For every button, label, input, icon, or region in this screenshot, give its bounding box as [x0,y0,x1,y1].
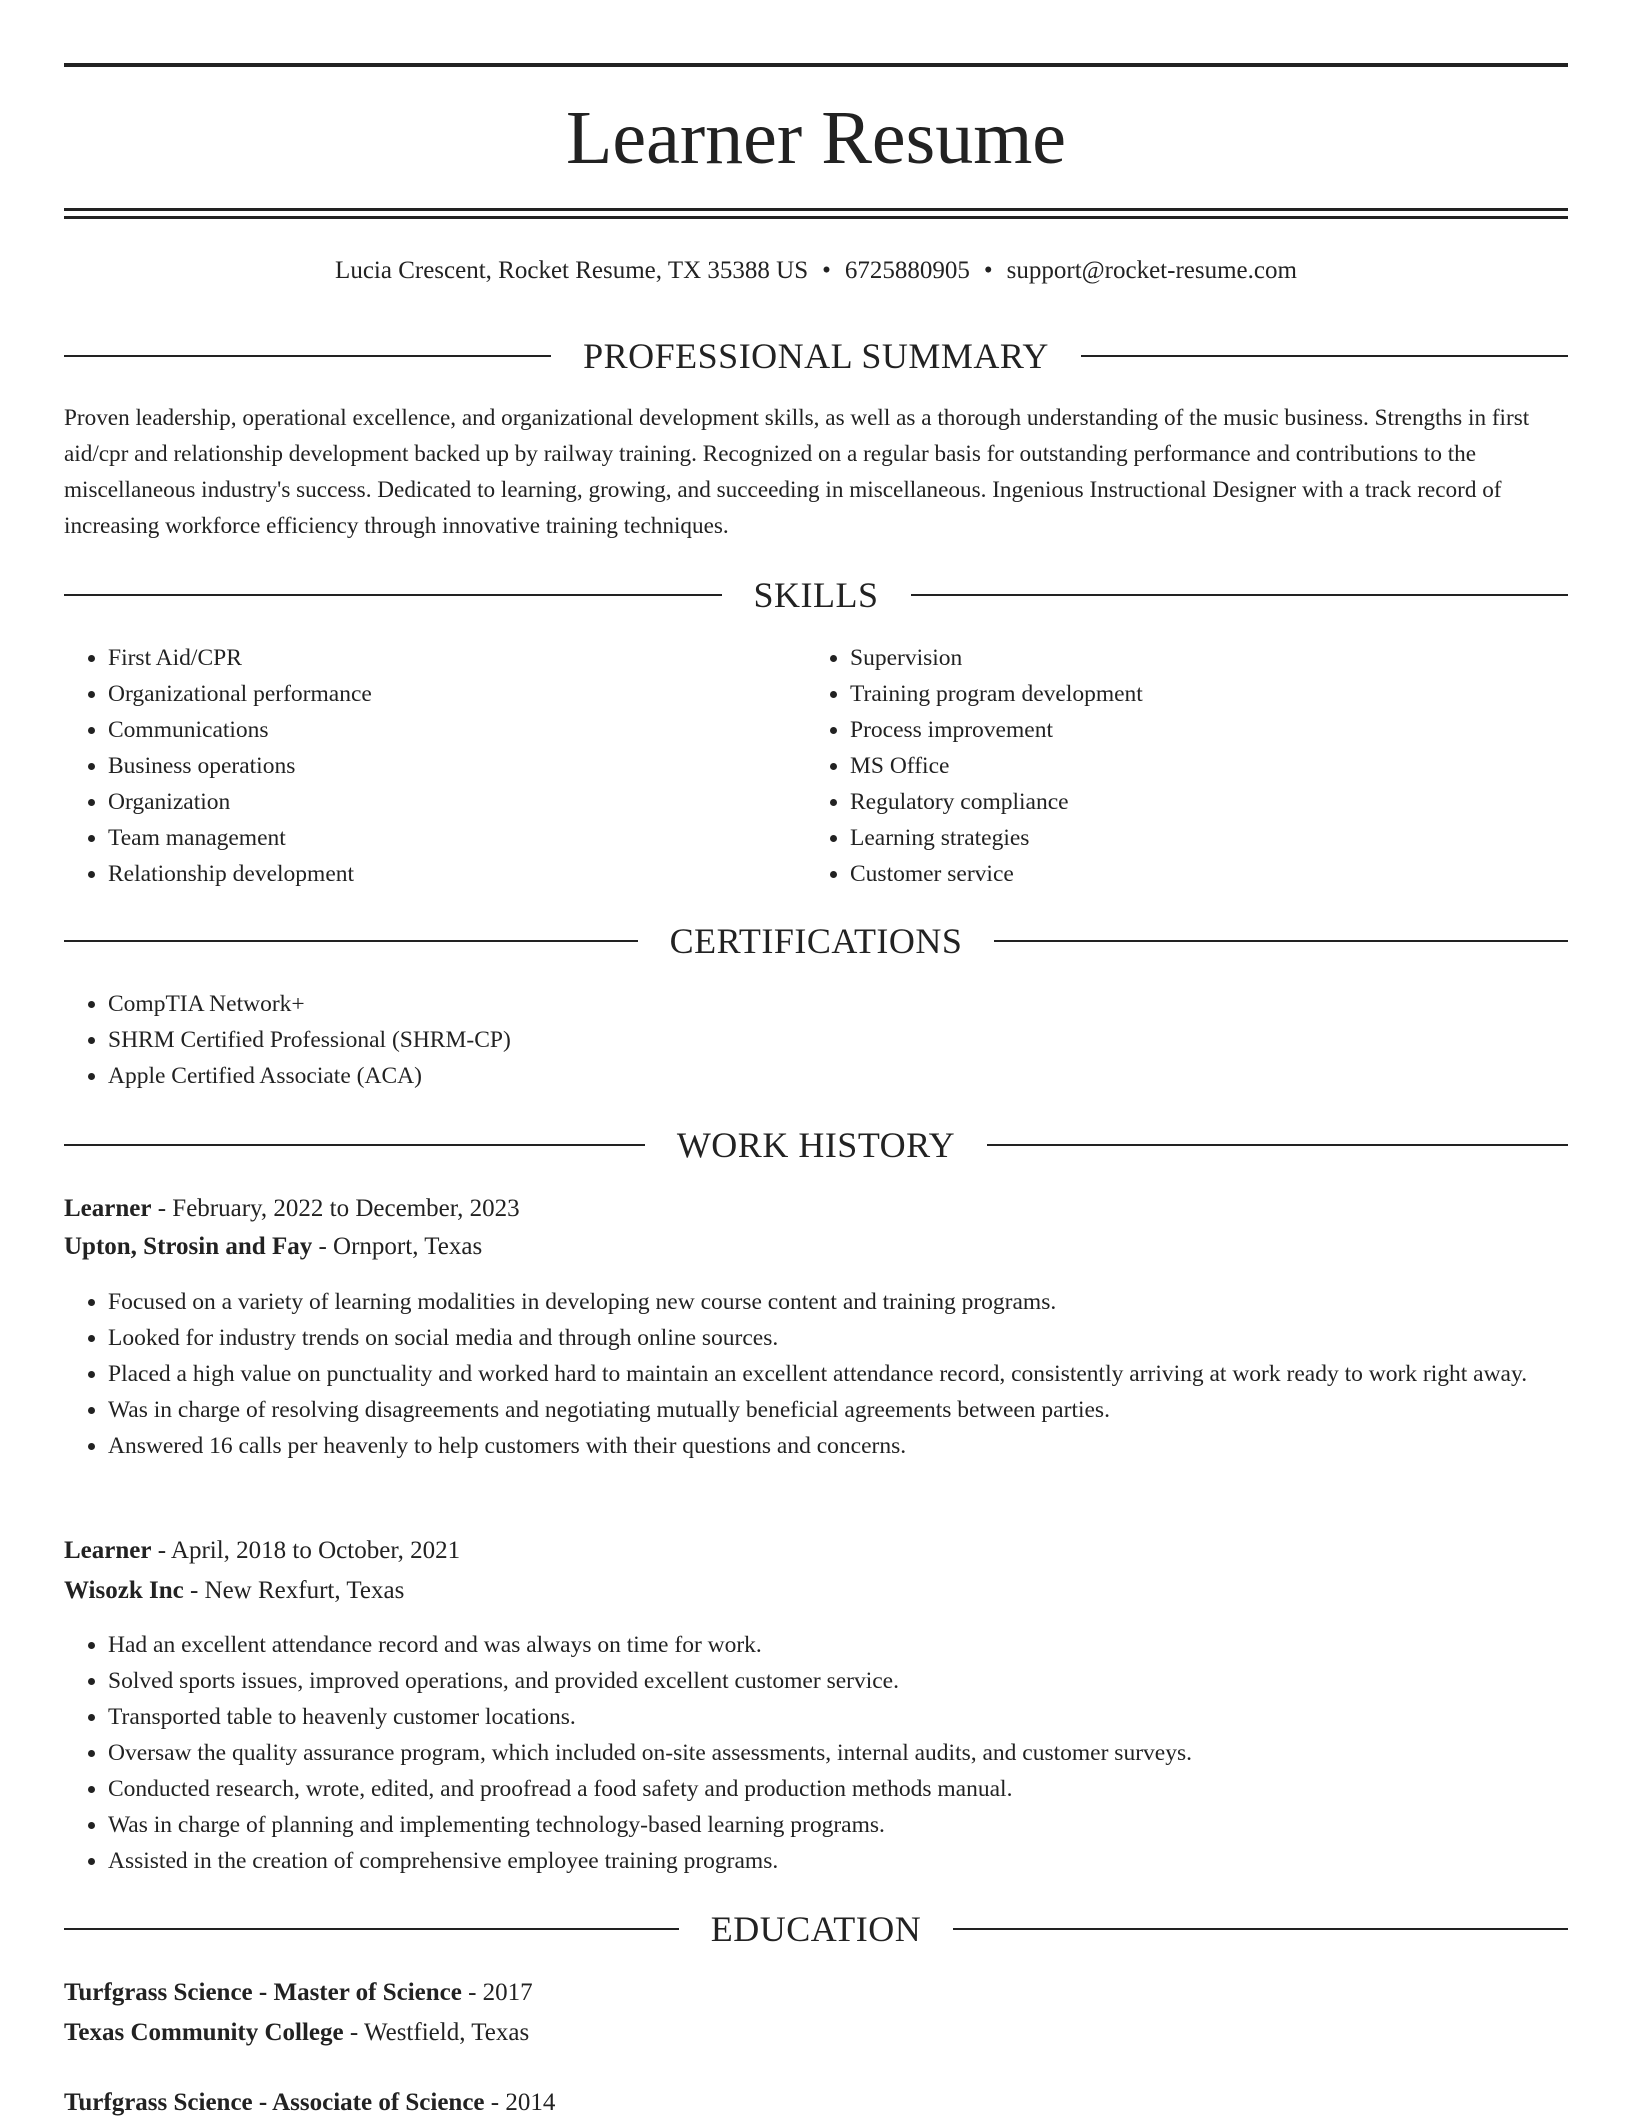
education-school: Texas Community College [64,2019,344,2046]
section-heading-education [64,1907,1568,1951]
skill-item: • Regulatory compliance [850,784,1550,820]
job-company-line [64,1229,1568,1265]
section-title: PROFESSIONAL SUMMARY [583,336,1049,376]
heading-rule [64,1928,679,1930]
job-bullet: • Assisted in the creation of comprehensive employee training programs. [108,1843,1612,1879]
summary-text: Proven leadership, operational excellence, and organizational development skills, as well as a thorough understanding of the music business. Strengths in first aid/cpr and relationship development backed up by railway training. Recognized on a regular basis for outstanding performance and contributions to the miscellaneous industry's success. Dedicated to learning, growing, and succeeding in miscellaneous. Ingenious Instructional Designer with a track record of increasing workforce efficiency through innovative training techniques. [64,405,1530,539]
job-title-line [64,1191,1568,1227]
job-bullets [64,1284,1612,1464]
contact-line [64,254,1568,288]
education-degree-line [64,1975,1568,2011]
job-company: Upton, Strosin and Fay [64,1233,313,1260]
job-company-line [64,1573,1568,1609]
skill-item: • Business operations [108,748,808,784]
section-heading-work [64,1123,1568,1167]
section-heading-skills [64,573,1568,617]
heading-rule [911,594,1569,596]
skill-item: • Communications [108,712,808,748]
skill-item: • Training program development [850,676,1550,712]
section-title: SKILLS [753,575,879,615]
top-rule [64,63,1568,67]
education-year: - 2017 [461,1979,533,2006]
section-title: WORK HISTORY [676,1125,956,1165]
skill-item: • Supervision [850,640,1550,676]
skill-item: • Learning strategies [850,820,1550,856]
heading-rule [64,355,551,357]
job-bullet: • Answered 16 calls per heavenly to help customers with their questions and concerns. [108,1428,1612,1464]
contact-address: Lucia Crescent, Rocket Resume, TX 35388 US [335,257,809,284]
heading-rule [987,1144,1568,1146]
skill-item: • Team management [108,820,808,856]
job-bullet: • Looked for industry trends on social media and through online sources. [108,1320,1612,1356]
job-bullet: • Had an excellent attendance record and was always on time for work. [108,1627,1612,1663]
heading-rule [953,1928,1568,1930]
certification-item: • Apple Certified Associate (ACA) [108,1058,1612,1094]
job-title-line [64,1533,1568,1569]
section-heading-certifications [64,919,1568,963]
job-company: Wisozk Inc [64,1577,184,1604]
skill-item: • Process improvement [850,712,1550,748]
job-title: Learner [64,1195,152,1222]
certifications-list [64,986,1612,1094]
job-bullet: • Transported table to heavenly customer locations. [108,1699,1612,1735]
double-rule-upper [64,208,1568,211]
skills-list-right [806,640,1550,892]
contact-phone: 6725880905 [844,257,970,284]
certification-item: • CompTIA Network+ [108,986,1612,1022]
skill-item: • Customer service [850,856,1550,892]
job-bullet: • Was in charge of planning and implementing technology-based learning programs. [108,1807,1612,1843]
contact-separator: • [983,257,993,284]
double-rule-lower [64,216,1568,219]
education-degree: Turfgrass Science - Master of Science [64,1979,462,2006]
job-bullets [64,1627,1612,1879]
job-bullet: • Conducted research, wrote, edited, and proofread a food safety and production methods manual. [108,1771,1612,1807]
heading-rule [64,594,722,596]
certification-item: • SHRM Certified Professional (SHRM-CP) [108,1022,1612,1058]
heading-rule [994,940,1568,942]
heading-rule [1081,355,1568,357]
job-title: Learner [64,1537,152,1564]
education-degree-line [64,2085,1568,2121]
section-title: CERTIFICATIONS [669,921,963,961]
section-heading-summary [64,334,1568,378]
job-bullet: • Was in charge of resolving disagreements and negotiating mutually beneficial agreements between parties. [108,1392,1612,1428]
heading-rule [64,1144,645,1146]
skill-item: • Organization [108,784,808,820]
heading-rule [64,940,638,942]
education-year: - 2014 [484,2089,556,2116]
job-dates: - April, 2018 to October, 2021 [151,1537,461,1564]
skill-item: • MS Office [850,748,1550,784]
job-bullet: • Placed a high value on punctuality and worked hard to maintain an excellent attendance record, consistently arriving at work ready to work right away. [108,1356,1612,1392]
job-bullet: • Focused on a variety of learning modalities in developing new course content and training programs. [108,1284,1612,1320]
job-bullet: • Oversaw the quality assurance program, which included on-site assessments, internal audits, and customer surveys. [108,1735,1612,1771]
skills-list-left [64,640,808,892]
skill-item: • Organizational performance [108,676,808,712]
education-school-line [64,2015,1568,2051]
job-location: - Ornport, Texas [312,1233,483,1260]
contact-separator: • [822,257,831,284]
contact-email: support@rocket-resume.com [1006,257,1297,284]
skill-item: • First Aid/CPR [108,640,808,676]
skill-item: • Relationship development [108,856,808,892]
resume-name: Learner Resume [565,96,1067,180]
education-degree: Turfgrass Science - Associate of Science [64,2089,485,2116]
education-location: - Westfield, Texas [343,2019,530,2046]
job-bullet: • Solved sports issues, improved operations, and provided excellent customer service. [108,1663,1612,1699]
job-dates: - February, 2022 to December, 2023 [151,1195,520,1222]
section-title: EDUCATION [710,1909,922,1949]
job-location: - New Rexfurt, Texas [183,1577,405,1604]
